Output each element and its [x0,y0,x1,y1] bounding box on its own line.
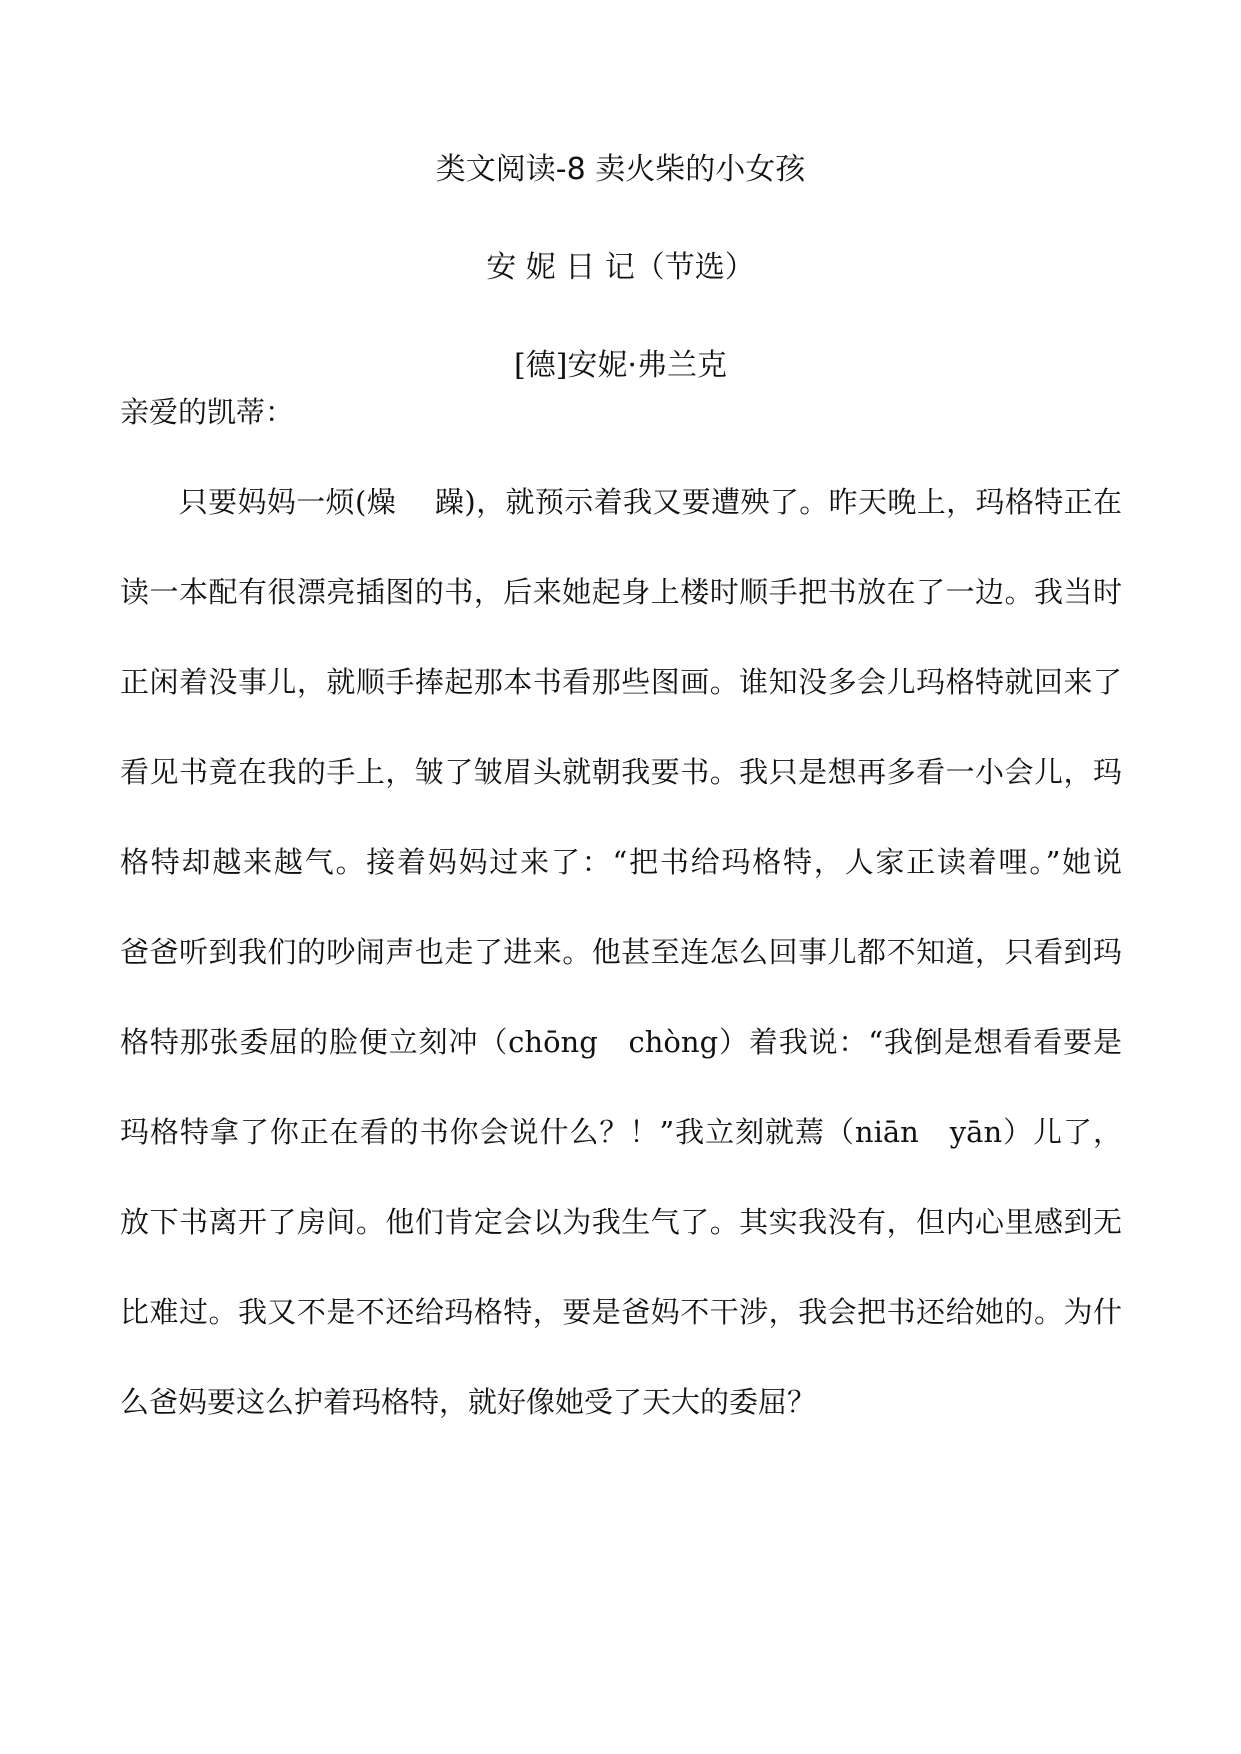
paragraph-line: 看见书竟在我的手上，皱了皱眉头就朝我要书。我只是想再多看一小会儿，玛 [120,755,1122,789]
article-title: 安 妮 日 记（节选） [486,250,755,285]
paragraph-line: 格特那张委屈的脸便立刻冲（chōng chòng）着我说：“我倒是想看看要是 [120,1025,1122,1059]
paragraph-line: 格特却越来越气。接着妈妈过来了：“把书给玛格特，人家正读着哩。”她说 [120,845,1122,879]
salutation: 亲爱的凯蒂： [120,395,295,429]
paragraph-line-last: 么爸妈要这么护着玛格特，就好像她受了天大的委屈？ [120,1385,817,1419]
document-title: 类文阅读-8 卖火柴的小女孩 [435,152,806,187]
paragraph-line: 放下书离开了房间。他们肯定会以为我生气了。其实我没有，但内心里感到无 [120,1205,1122,1239]
paragraph-line: 读一本配有很漂亮插图的书，后来她起身上楼时顺手把书放在了一边。我当时 [120,575,1122,609]
paragraph-line: 爸爸听到我们的吵闹声也走了进来。他甚至连怎么回事儿都不知道，只看到玛 [120,935,1122,969]
paragraph-line: 正闲着没事儿，就顺手捧起那本书看那些图画。谁知没多会儿玛格特就回来了 [120,665,1122,699]
author-line: [德]安妮·弗兰克 [514,348,727,383]
paragraph-line: 玛格特拿了你正在看的书你会说什么？！”我立刻就蔫（niān yān）儿了， [120,1115,1122,1149]
paragraph-line: 只要妈妈一烦(燥 躁)，就预示着我又要遭殃了。昨天晚上，玛格特正在 [120,485,1122,519]
paragraph-line: 比难过。我又不是不还给玛格特，要是爸妈不干涉，我会把书还给她的。为什 [120,1295,1122,1329]
